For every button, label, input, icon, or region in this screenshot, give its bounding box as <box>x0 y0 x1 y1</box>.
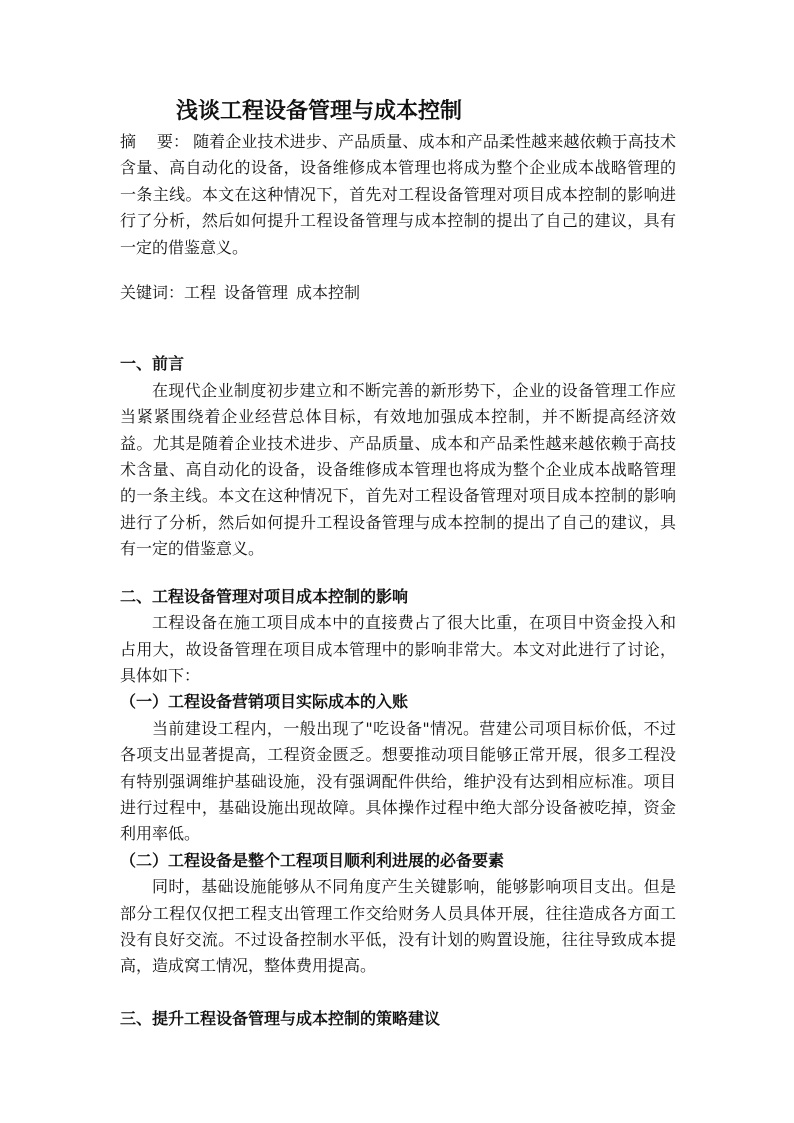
abstract-text: 随着企业技术进步、产品质量、成本和产品柔性越来越依赖于高技术含量、高自动化的设备，设备维修成本管理也将成为整个企业成本战略管理的一条主线。本文在这种情况下，首先对工程设备管理对项目成本控制的影响进行了分析，然后如何提升工程设备管理与成本控制的提出了自己的建议，具有一定的借鉴意义。 <box>120 132 676 257</box>
subsection-heading: （二）工程设备是整个工程项目顺利利进展的必备要素 <box>120 850 505 870</box>
abstract-label: 摘 要： <box>120 132 190 151</box>
keyword-item: 成本控制 <box>296 283 361 303</box>
keywords-line <box>120 280 676 306</box>
keyword-item: 工程 <box>184 283 217 303</box>
document-title: 浅谈工程设备管理与成本控制 <box>176 98 463 124</box>
section-heading-strategy: 三、提升工程设备管理与成本控制的策略建议 <box>120 1008 441 1028</box>
section-heading-preface: 一、前言 <box>120 354 185 374</box>
body-paragraph: 在现代企业制度初步建立和不断完善的新形势下，企业的设备管理工作应当紧紧围绕着企业经营总体目标，有效地加强成本控制，并不断提高经济效益。尤其是随着企业技术进步、产品质量、成本和产品柔性越来越依赖于高技术含量、高自动化的设备，设备维修成本管理也将成为整个企业成本战略管理的一条主线。本文在这种情况下，首先对工程设备管理对项目成本控制的影响进行了分析，然后如何提升工程设备管理与成本控制的提出了自己的建议，具有一定的借鉴意义。 <box>120 380 676 559</box>
keyword-item: 设备管理 <box>224 283 289 303</box>
section-heading-impact: 二、工程设备管理对项目成本控制的影响 <box>120 586 409 606</box>
body-paragraph: 同时，基础设施能够从不同角度产生关键影响，能够影响项目支出。但是部分工程仅仅把工程支出管理工作交给财务人员具体开展，往往造成各方面工没有良好交流。不过设备控制水平低，没有计划的购置设施，往往导致成本提高，造成窝工情况，整体费用提高。 <box>120 877 676 976</box>
keywords-label: 关键词： <box>120 283 185 303</box>
body-paragraph: 工程设备在施工项目成本中的直接费占了很大比重，在项目中资金投入和占用大，故设备管理在项目成本管理中的影响非常大。本文对此进行了讨论，具体如下： <box>120 613 676 685</box>
subsection-heading: （一）工程设备营销项目实际成本的入账 <box>120 692 409 712</box>
abstract-paragraph <box>120 129 676 261</box>
body-paragraph: 当前建设工程内，一般出现了"吃设备"情况。营建公司项目标价低，不过各项支出显著提高，工程资金匮乏。想要推动项目能够正常开展，很多工程没有特别强调维护基础设施，没有强调配件供给，维护没有达到相应标准。项目进行过程中，基础设施出现故障。具体操作过程中绝大部分设备被吃掉，资金利用率低。 <box>120 718 676 844</box>
document-page <box>120 96 676 1032</box>
